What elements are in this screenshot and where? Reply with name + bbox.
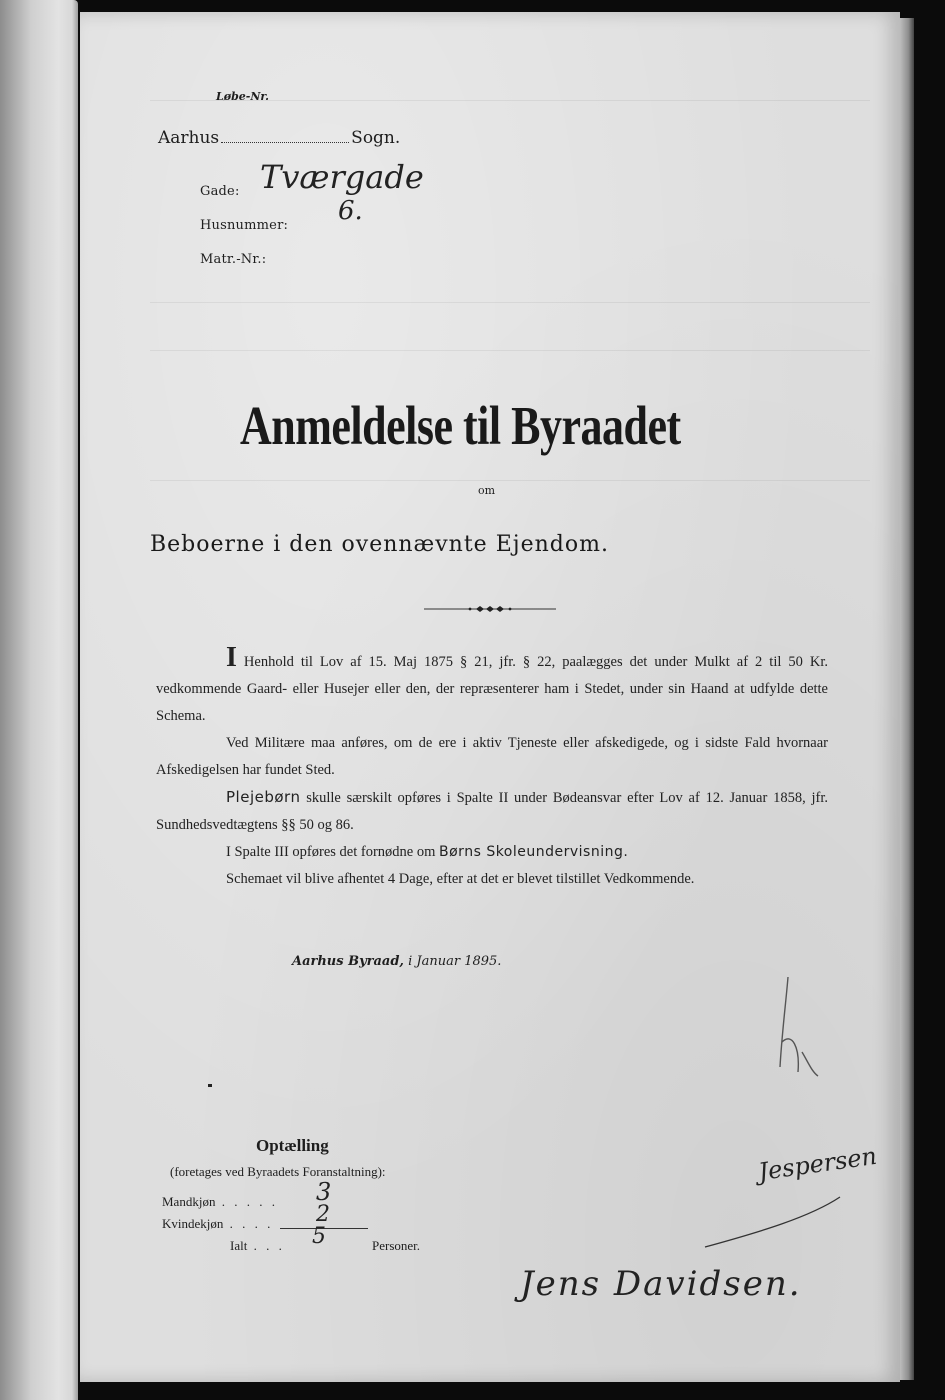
husnummer-label: Husnummer:	[200, 218, 289, 233]
male-count-row: Mandkjøn . . . . .	[162, 1194, 278, 1209]
female-count-row: Kvindekjøn . . . .	[162, 1216, 274, 1231]
sogn-label: Sogn.	[351, 128, 401, 148]
gade-value: Tværgade	[260, 158, 424, 196]
husnummer-value: 6.	[338, 196, 363, 226]
female-label: Kvindekjøn	[162, 1216, 224, 1231]
persons-label: Personer.	[372, 1238, 421, 1253]
ink-dot	[208, 1084, 212, 1087]
paragraph-5: Schemaet vil blive afhentet 4 Dage, efter at det er blevet tilstillet Vedkommende.	[226, 871, 695, 887]
paragraph-4-text: I Spalte III opføres det fornødne om	[226, 844, 436, 860]
paragraph-3	[156, 784, 828, 839]
plejeborn-lead: Plejebørn	[226, 788, 301, 806]
count-heading: Optælling	[256, 1136, 329, 1155]
name-signature: Jens Davidsen.	[520, 1264, 802, 1304]
show-through-line	[150, 480, 870, 481]
male-value: 3	[316, 1178, 332, 1206]
total-value: 5	[312, 1224, 326, 1249]
male-label: Mandkjøn	[162, 1194, 216, 1209]
drop-cap: I	[226, 642, 237, 673]
paragraph-3-text: skulle særskilt opføres i Spalte II under Bødeansvar efter Lov af 12. Januar 1858, jfr. Sundhedsvedtægtens §§ 50 og 86.	[156, 790, 829, 833]
ornament-divider	[424, 598, 556, 606]
document-page	[80, 12, 900, 1382]
document-subtitle: Beboerne i den ovennævnte Ejendom.	[150, 532, 609, 557]
count-subheading: (foretages ved Byraadets Foranstaltning):	[170, 1164, 386, 1179]
skoleundervisning-emph: Børns Skoleundervisning.	[439, 844, 629, 860]
show-through-line	[150, 302, 870, 303]
dateline	[292, 954, 501, 969]
dateline-place: Aarhus Byraad,	[292, 954, 404, 969]
show-through-line	[150, 350, 870, 351]
gade-label: Gade:	[200, 184, 240, 199]
paragraph-2: Ved Militære maa anføres, om de ere i aktiv Tjeneste eller afskedigede, og i sidste Fald hvornaar Afskedigelsen har fundet Sted.	[156, 735, 828, 778]
city-name: Aarhus	[158, 128, 220, 148]
matr-label: Matr.-Nr.:	[200, 252, 267, 267]
lobe-nr-label: Løbe-Nr.	[216, 90, 269, 103]
document-title: Anmeldelse til Byraadet	[240, 395, 681, 457]
paragraph-4	[156, 839, 828, 866]
pencil-mark	[768, 972, 838, 1082]
total-count-row: Ialt . . .	[230, 1238, 285, 1253]
sogn-line	[158, 128, 400, 148]
female-value: 2	[316, 1202, 330, 1227]
om-word: om	[478, 484, 496, 497]
paragraph-1-text: Henhold til Lov af 15. Maj 1875 § 21, jfr. § 22, paalægges det under Mulkt af 2 til 50 Kr. vedkommende Gaard- eller Husejer eller den, der repræsenterer ham i Stedet, under sin Haand at udfylde dette Schema.	[156, 654, 828, 724]
page-stack-edge	[900, 18, 914, 1380]
dateline-date: i Januar 1895.	[408, 954, 502, 969]
paragraph-1	[156, 642, 828, 730]
signature-flourish	[700, 1192, 850, 1252]
initials-signature: Jespersen	[756, 1141, 879, 1187]
sogn-blank	[221, 142, 349, 143]
instructions-body	[156, 642, 829, 893]
adjacent-page-edge	[0, 0, 78, 1400]
total-label: Ialt	[230, 1238, 248, 1253]
